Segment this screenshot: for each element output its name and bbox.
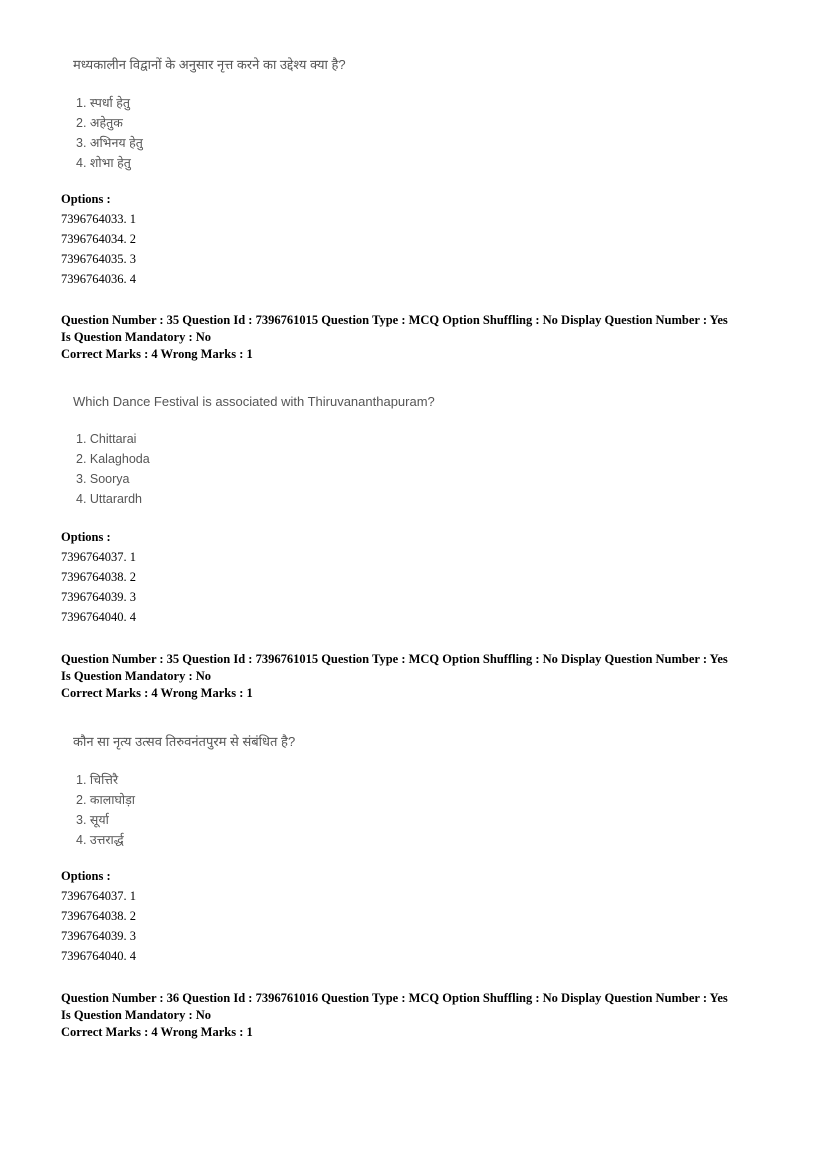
option-id-line: 7396764033. 1: [61, 212, 136, 226]
choice-item: 4. Uttarardh: [76, 492, 143, 506]
question-image-q34-hi: [73, 55, 346, 173]
choice-list: [73, 93, 346, 173]
choice-list: [73, 770, 295, 850]
option-id-line: 7396764039. 3: [61, 590, 136, 604]
choice-item: 1. चित्तिरै: [76, 773, 119, 787]
question-mandatory: Is Question Mandatory : No: [61, 1008, 212, 1022]
question-meta-line: Question Number : 35 Question Id : 7396761015 Question Type : MCQ Option Shuffling : No Display Question Number : Yes: [61, 652, 728, 666]
option-id-line: 7396764037. 1: [61, 889, 136, 903]
options-block-q35-en: [61, 527, 136, 627]
options-block-q34: [61, 189, 136, 289]
choice-item: 2. Kalaghoda: [76, 452, 150, 466]
question-marks: Correct Marks : 4 Wrong Marks : 1: [61, 347, 253, 361]
option-id-line: 7396764037. 1: [61, 550, 136, 564]
question-meta-line: Question Number : 35 Question Id : 7396761015 Question Type : MCQ Option Shuffling : No Display Question Number : Yes: [61, 313, 728, 327]
question-meta-q35-en: [61, 312, 781, 363]
choice-item: 1. Chittarai: [76, 432, 137, 446]
options-heading: Options :: [61, 869, 111, 883]
options-heading: Options :: [61, 530, 111, 544]
question-meta-q35-hi: [61, 651, 781, 702]
choice-item: 3. अभिनय हेतु: [76, 136, 143, 150]
option-id-line: 7396764040. 4: [61, 949, 136, 963]
choice-item: 2. अहेतुक: [76, 116, 123, 130]
options-heading: Options :: [61, 192, 111, 206]
question-text: मध्यकालीन विद्वानों के अनुसार नृत्त करने का उद्देश्य क्या है?: [73, 57, 346, 72]
question-meta-line: Question Number : 36 Question Id : 7396761016 Question Type : MCQ Option Shuffling : No Display Question Number : Yes: [61, 991, 728, 1005]
choice-item: 3. Soorya: [76, 472, 130, 486]
choice-list: [73, 429, 435, 509]
option-id-line: 7396764035. 3: [61, 252, 136, 266]
choice-item: 4. शोभा हेतु: [76, 156, 131, 170]
option-id-line: 7396764036. 4: [61, 272, 136, 286]
option-id-line: 7396764034. 2: [61, 232, 136, 246]
option-id-line: 7396764038. 2: [61, 570, 136, 584]
question-text: Which Dance Festival is associated with Thiruvananthapuram?: [73, 394, 435, 409]
option-id-line: 7396764039. 3: [61, 929, 136, 943]
question-marks: Correct Marks : 4 Wrong Marks : 1: [61, 1025, 253, 1039]
choice-item: 1. स्पर्धा हेतु: [76, 96, 131, 110]
question-image-q35-en: [73, 394, 435, 509]
choice-item: 3. सूर्या: [76, 813, 109, 827]
options-block-q35-hi: [61, 866, 136, 966]
question-image-q35-hi: [73, 732, 295, 850]
question-marks: Correct Marks : 4 Wrong Marks : 1: [61, 686, 253, 700]
choice-item: 2. कालाघोड़ा: [76, 793, 135, 807]
question-meta-q36: [61, 990, 781, 1041]
option-id-line: 7396764038. 2: [61, 909, 136, 923]
question-text: कौन सा नृत्य उत्सव तिरुवनंतपुरम से संबंधित है?: [73, 734, 296, 749]
question-mandatory: Is Question Mandatory : No: [61, 669, 212, 683]
question-mandatory: Is Question Mandatory : No: [61, 330, 212, 344]
option-id-line: 7396764040. 4: [61, 610, 136, 624]
choice-item: 4. उत्तरार्द्ध: [76, 833, 124, 847]
